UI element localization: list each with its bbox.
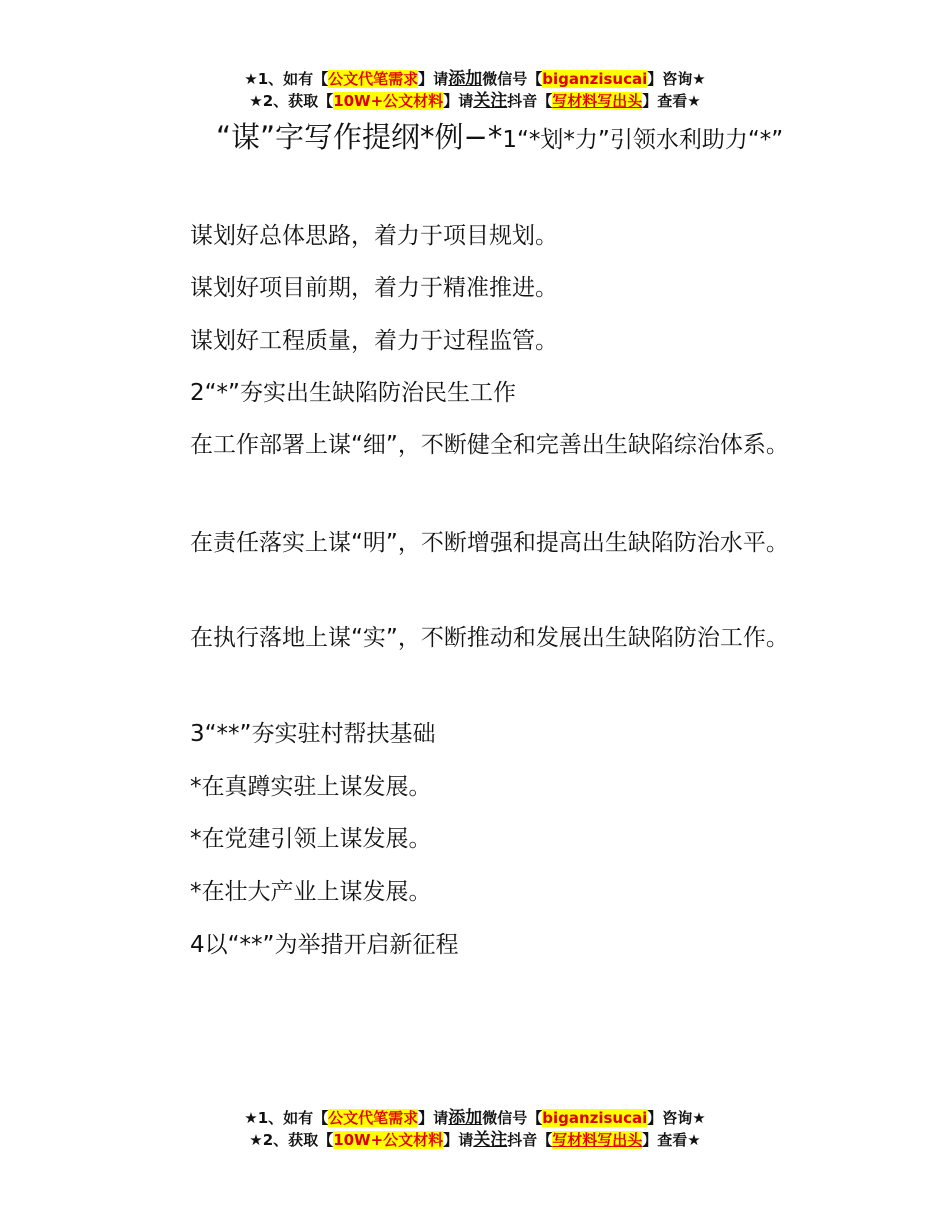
- promo-highlight: 公文代笔需求: [328, 1109, 419, 1127]
- promo-emphasis: 关注: [473, 91, 508, 111]
- promo-text: 微信号【: [482, 1109, 543, 1127]
- title-section-1: 1“*划*力”引领水利助力“*”: [502, 127, 784, 153]
- promo-highlight: 10W+公文材料: [333, 92, 444, 110]
- paragraph: 谋划好总体思路，着力于项目规划。: [190, 223, 558, 249]
- footer-promo-banner: [0, 1107, 950, 1151]
- promo-line-2: [0, 1129, 950, 1151]
- promo-text: ★2、获取【: [249, 1131, 334, 1149]
- promo-emphasis: 添加: [448, 69, 483, 89]
- promo-text: 】查看★: [642, 1131, 701, 1149]
- promo-line-1: [0, 1107, 950, 1129]
- promo-text: 微信号【: [482, 70, 543, 88]
- section-heading: 4以“**”为举措开启新征程: [190, 932, 459, 958]
- promo-wechat-id: biganzisucai: [542, 1109, 648, 1127]
- paragraph: 谋划好工程质量，着力于过程监管。: [190, 328, 558, 354]
- promo-text: ★1、如有【: [244, 70, 329, 88]
- promo-highlight: 公文代笔需求: [328, 70, 419, 88]
- promo-text: 】咨询★: [647, 70, 706, 88]
- paragraph: *在壮大产业上谋发展。: [190, 879, 432, 905]
- paragraph: 在责任落实上谋“明”，不断增强和提高出生缺陷防治水平。: [190, 530, 789, 556]
- promo-text: 】请: [418, 70, 449, 88]
- promo-emphasis: 关注: [473, 1130, 508, 1150]
- promo-highlight: 10W+公文材料: [333, 1131, 444, 1149]
- promo-text: 】请: [418, 1109, 449, 1127]
- paragraph: *在党建引领上谋发展。: [190, 826, 432, 852]
- promo-line-1: [0, 68, 950, 90]
- promo-text: ★2、获取【: [249, 92, 334, 110]
- promo-text: 】查看★: [642, 92, 701, 110]
- promo-text: 抖音【: [507, 1131, 553, 1149]
- promo-text: 抖音【: [507, 92, 553, 110]
- title-main: “谋”字写作提纲*例−*: [216, 120, 503, 154]
- document-title: [140, 112, 812, 165]
- promo-douyin-id: 写材料写出头: [552, 92, 643, 110]
- paragraph: 在执行落地上谋“实”，不断推动和发展出生缺陷防治工作。: [190, 625, 789, 651]
- promo-line-2: [0, 90, 950, 112]
- header-promo-banner: [0, 68, 950, 112]
- promo-text: 】请: [443, 1131, 474, 1149]
- promo-douyin-id: 写材料写出头: [552, 1131, 643, 1149]
- paragraph: 谋划好项目前期，着力于精准推进。: [190, 275, 558, 301]
- paragraph: 在工作部署上谋“细”，不断健全和完善出生缺陷综治体系。: [190, 432, 789, 458]
- promo-text: 】请: [443, 92, 474, 110]
- promo-text: 】咨询★: [647, 1109, 706, 1127]
- section-heading: 2“*”夯实出生缺陷防治民生工作: [190, 380, 516, 406]
- paragraph: *在真蹲实驻上谋发展。: [190, 774, 432, 800]
- promo-emphasis: 添加: [448, 1108, 483, 1128]
- promo-wechat-id: biganzisucai: [542, 70, 648, 88]
- section-heading: 3“**”夯实驻村帮扶基础: [190, 721, 436, 747]
- promo-text: ★1、如有【: [244, 1109, 329, 1127]
